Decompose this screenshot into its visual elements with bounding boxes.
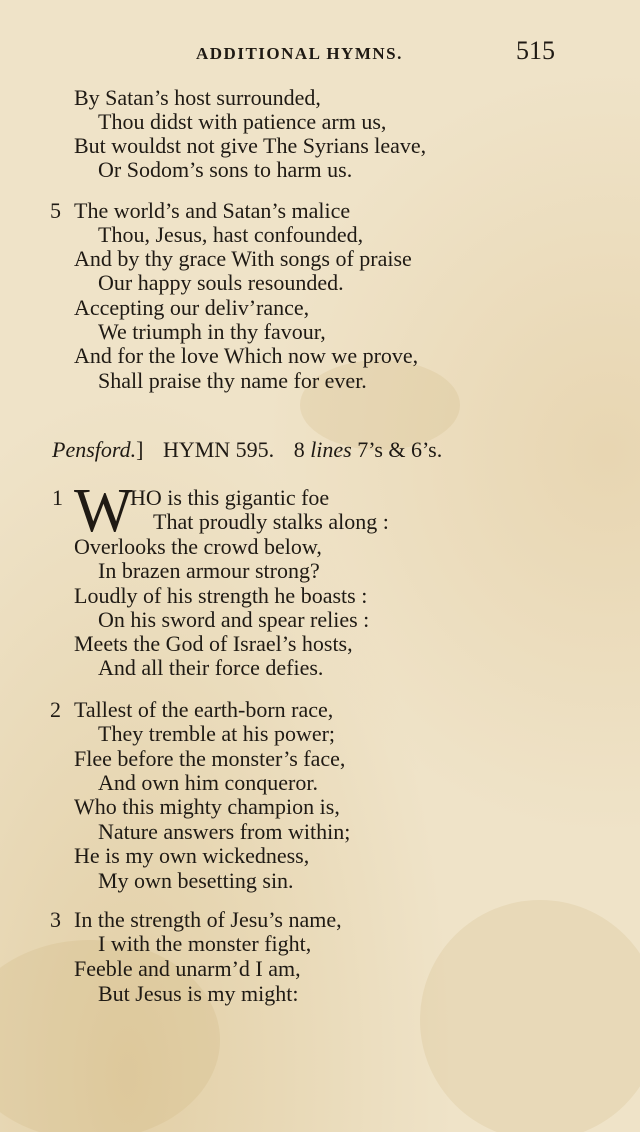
meter-rest: 7’s & 6’s. bbox=[357, 437, 443, 462]
verse-line: Flee before the monster’s face, bbox=[74, 746, 346, 771]
hymn-heading bbox=[52, 437, 442, 463]
verse-line: Nature answers from within; bbox=[98, 819, 351, 844]
verse-line: Shall praise thy name for ever. bbox=[98, 368, 367, 393]
verse-line: In brazen armour strong? bbox=[98, 558, 320, 583]
verse-line: Feeble and unarm’d I am, bbox=[74, 956, 301, 981]
verse-line: We triumph in thy favour, bbox=[98, 319, 326, 344]
verse-line: I with the monster fight, bbox=[98, 931, 312, 956]
verse-line: Our happy souls resounded. bbox=[98, 270, 344, 295]
verse-line: By Satan’s host surrounded, bbox=[74, 85, 321, 110]
stanza-number: 3 bbox=[50, 907, 61, 932]
heading-bracket: ] bbox=[136, 437, 144, 462]
verse-line: And by thy grace With songs of praise bbox=[74, 246, 412, 271]
stanza-number: 1 bbox=[52, 485, 63, 510]
paper-stain bbox=[420, 900, 640, 1132]
page-number: 515 bbox=[516, 36, 555, 65]
verse-line: Thou didst with patience arm us, bbox=[98, 109, 387, 134]
verse-line: My own besetting sin. bbox=[98, 868, 294, 893]
hymn-meter bbox=[294, 437, 443, 462]
verse-line: In the strength of Jesu’s name, bbox=[74, 907, 342, 932]
verse-line: Tallest of the earth-born race, bbox=[74, 697, 334, 722]
running-head: ADDITIONAL HYMNS. bbox=[196, 44, 403, 63]
meter-count: 8 bbox=[293, 437, 305, 462]
verse-line: And all their force defies. bbox=[98, 655, 324, 680]
verse-line: Who this mighty champion is, bbox=[74, 794, 340, 819]
verse-line: Meets the God of Israel’s hosts, bbox=[74, 631, 353, 656]
verse-line: Accepting our deliv’rance, bbox=[74, 295, 310, 320]
verse-line: He is my own wickedness, bbox=[74, 843, 310, 868]
verse-line: And own him conqueror. bbox=[98, 770, 318, 795]
verse-line: They tremble at his power; bbox=[98, 721, 336, 746]
verse-line: Loudly of his strength he boasts : bbox=[74, 583, 368, 608]
meter-word: lines bbox=[310, 437, 352, 462]
verse-line: HO is this gigantic foe bbox=[130, 485, 330, 510]
verse-line: On his sword and spear relies : bbox=[98, 607, 370, 632]
stanza-number: 5 bbox=[50, 198, 61, 223]
verse-line: But Jesus is my might: bbox=[98, 981, 299, 1006]
verse-line: Overlooks the crowd below, bbox=[74, 534, 322, 559]
verse-line: Or Sodom’s sons to harm us. bbox=[98, 157, 353, 182]
drop-cap: W bbox=[74, 477, 133, 545]
hymn-number: HYMN 595. bbox=[162, 437, 275, 462]
tune-name: Pensford. bbox=[52, 437, 137, 462]
verse-line: And for the love Which now we prove, bbox=[74, 343, 419, 368]
stanza-number: 2 bbox=[50, 697, 61, 722]
verse-line: That proudly stalks along : bbox=[153, 509, 389, 534]
verse-line: But wouldst not give The Syrians leave, bbox=[74, 133, 427, 158]
verse-line: Thou, Jesus, hast confounded, bbox=[98, 222, 364, 247]
verse-line: The world’s and Satan’s malice bbox=[74, 198, 351, 223]
